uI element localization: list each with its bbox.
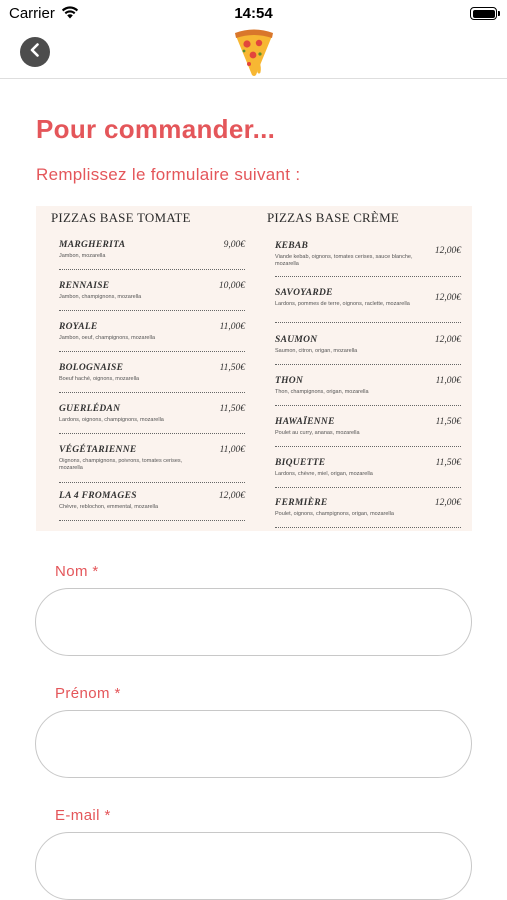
nom-field[interactable] [35,588,472,656]
menu-item [275,241,461,277]
clock: 14:54 [234,5,273,22]
status-bar [0,0,507,28]
menu-item-name: RENNAISE [59,281,110,291]
menu-item [59,445,245,483]
menu-item [59,404,245,434]
menu-item-description: Lardons, chèvre, miel, origan, mozarella [275,471,373,477]
menu-item-name: VÉGÉTARIENNE [59,445,137,455]
menu-item-description: Thon, champignons, origan, mozarella [275,389,369,395]
menu-item [275,376,461,406]
menu-item-price: 12,00€ [434,293,461,303]
menu-item-description: Jambon, mozarella [59,253,106,259]
menu-item-name: BOLOGNAISE [59,363,124,373]
menu-item-description: Boeuf haché, oignons, mozarella [59,376,140,382]
pizza-slice-icon [232,28,276,78]
menu-item-price: 12,00€ [434,246,461,256]
menu-item-price: 11,00€ [219,445,245,455]
email-field[interactable] [35,832,472,900]
menu-item-name: HAWAÏENNE [275,417,335,427]
navigation-bar [0,28,507,79]
menu-item-price: 9,00€ [223,240,245,250]
menu-item-description: Lardons, oignons, champignons, mozarella [59,417,164,423]
menu-item-name: SAVOYARDE [275,288,333,298]
menu-item-description: Lardons, pommes de terre, oignons, raclette, mozarella [275,301,410,307]
menu-item-description: Jambon, oeuf, champignons, mozarella [59,335,155,341]
page-subtitle: Remplissez le formulaire suivant : [36,165,301,184]
page-title: Pour commander... [36,114,276,144]
menu-item [275,335,461,365]
menu-item [275,417,461,447]
menu-item [275,458,461,488]
menu-item-name: MARGHERITA [59,240,126,250]
menu-item [275,288,461,323]
menu-column-title: PIZZAS BASE TOMATE [51,210,191,225]
menu-item [59,491,245,521]
menu-item-price: 11,50€ [219,363,245,373]
prenom-field[interactable] [35,710,472,778]
chevron-left-icon [29,43,41,62]
menu-item [59,322,245,352]
menu-item-price: 11,50€ [219,404,245,414]
menu-item-description: Oignons, champignons, poivrons, tomates cerises, mozarella [59,458,183,471]
menu-item-price: 11,50€ [435,417,461,427]
menu-item-description: Poulet au curry, ananas, mozarella [275,430,360,436]
email-label: E-mail * [55,807,111,824]
menu-item-description: Chèvre, reblochon, emmental, mozarella [59,504,159,510]
menu-item-description: Viande kebab, oignons, tomates cerises, sauce blanche, mozarella [275,254,413,267]
menu-item-description: Poulet, oignons, champignons, origan, mozarella [275,511,394,517]
menu-item-name: SAUMON [275,335,318,345]
menu-item [59,281,245,311]
menu-item-price: 12,00€ [434,335,461,345]
menu-item-price: 11,00€ [435,376,461,386]
battery-icon [470,7,497,20]
menu-item-name: LA 4 FROMAGES [59,491,137,501]
menu-item-name: FERMIÈRE [275,498,328,508]
menu-item-price: 11,50€ [435,458,461,468]
menu-item-name: GUERLÉDAN [59,404,121,414]
back-button[interactable] [20,37,50,67]
menu-item-price: 11,00€ [219,322,245,332]
carrier-label: Carrier [9,5,55,22]
menu-item [59,363,245,393]
menu-item-name: KEBAB [275,241,309,251]
menu-item-price: 10,00€ [218,281,245,291]
menu-item-price: 12,00€ [218,491,245,501]
prenom-label: Prénom * [55,685,121,702]
menu-item-price: 12,00€ [434,498,461,508]
menu-item [275,498,461,528]
nom-label: Nom * [55,563,99,580]
menu-item-name: THON [275,376,304,386]
menu-column-title: PIZZAS BASE CRÈME [267,210,399,225]
menu-item-name: BIQUETTE [275,458,326,468]
menu-item [59,240,245,270]
menu-item-description: Jambon, champignons, mozarella [59,294,142,300]
menu-item-name: ROYALE [59,322,98,332]
pizza-menu [36,206,472,531]
menu-item-description: Saumon, citron, origan, mozarella [275,348,358,354]
